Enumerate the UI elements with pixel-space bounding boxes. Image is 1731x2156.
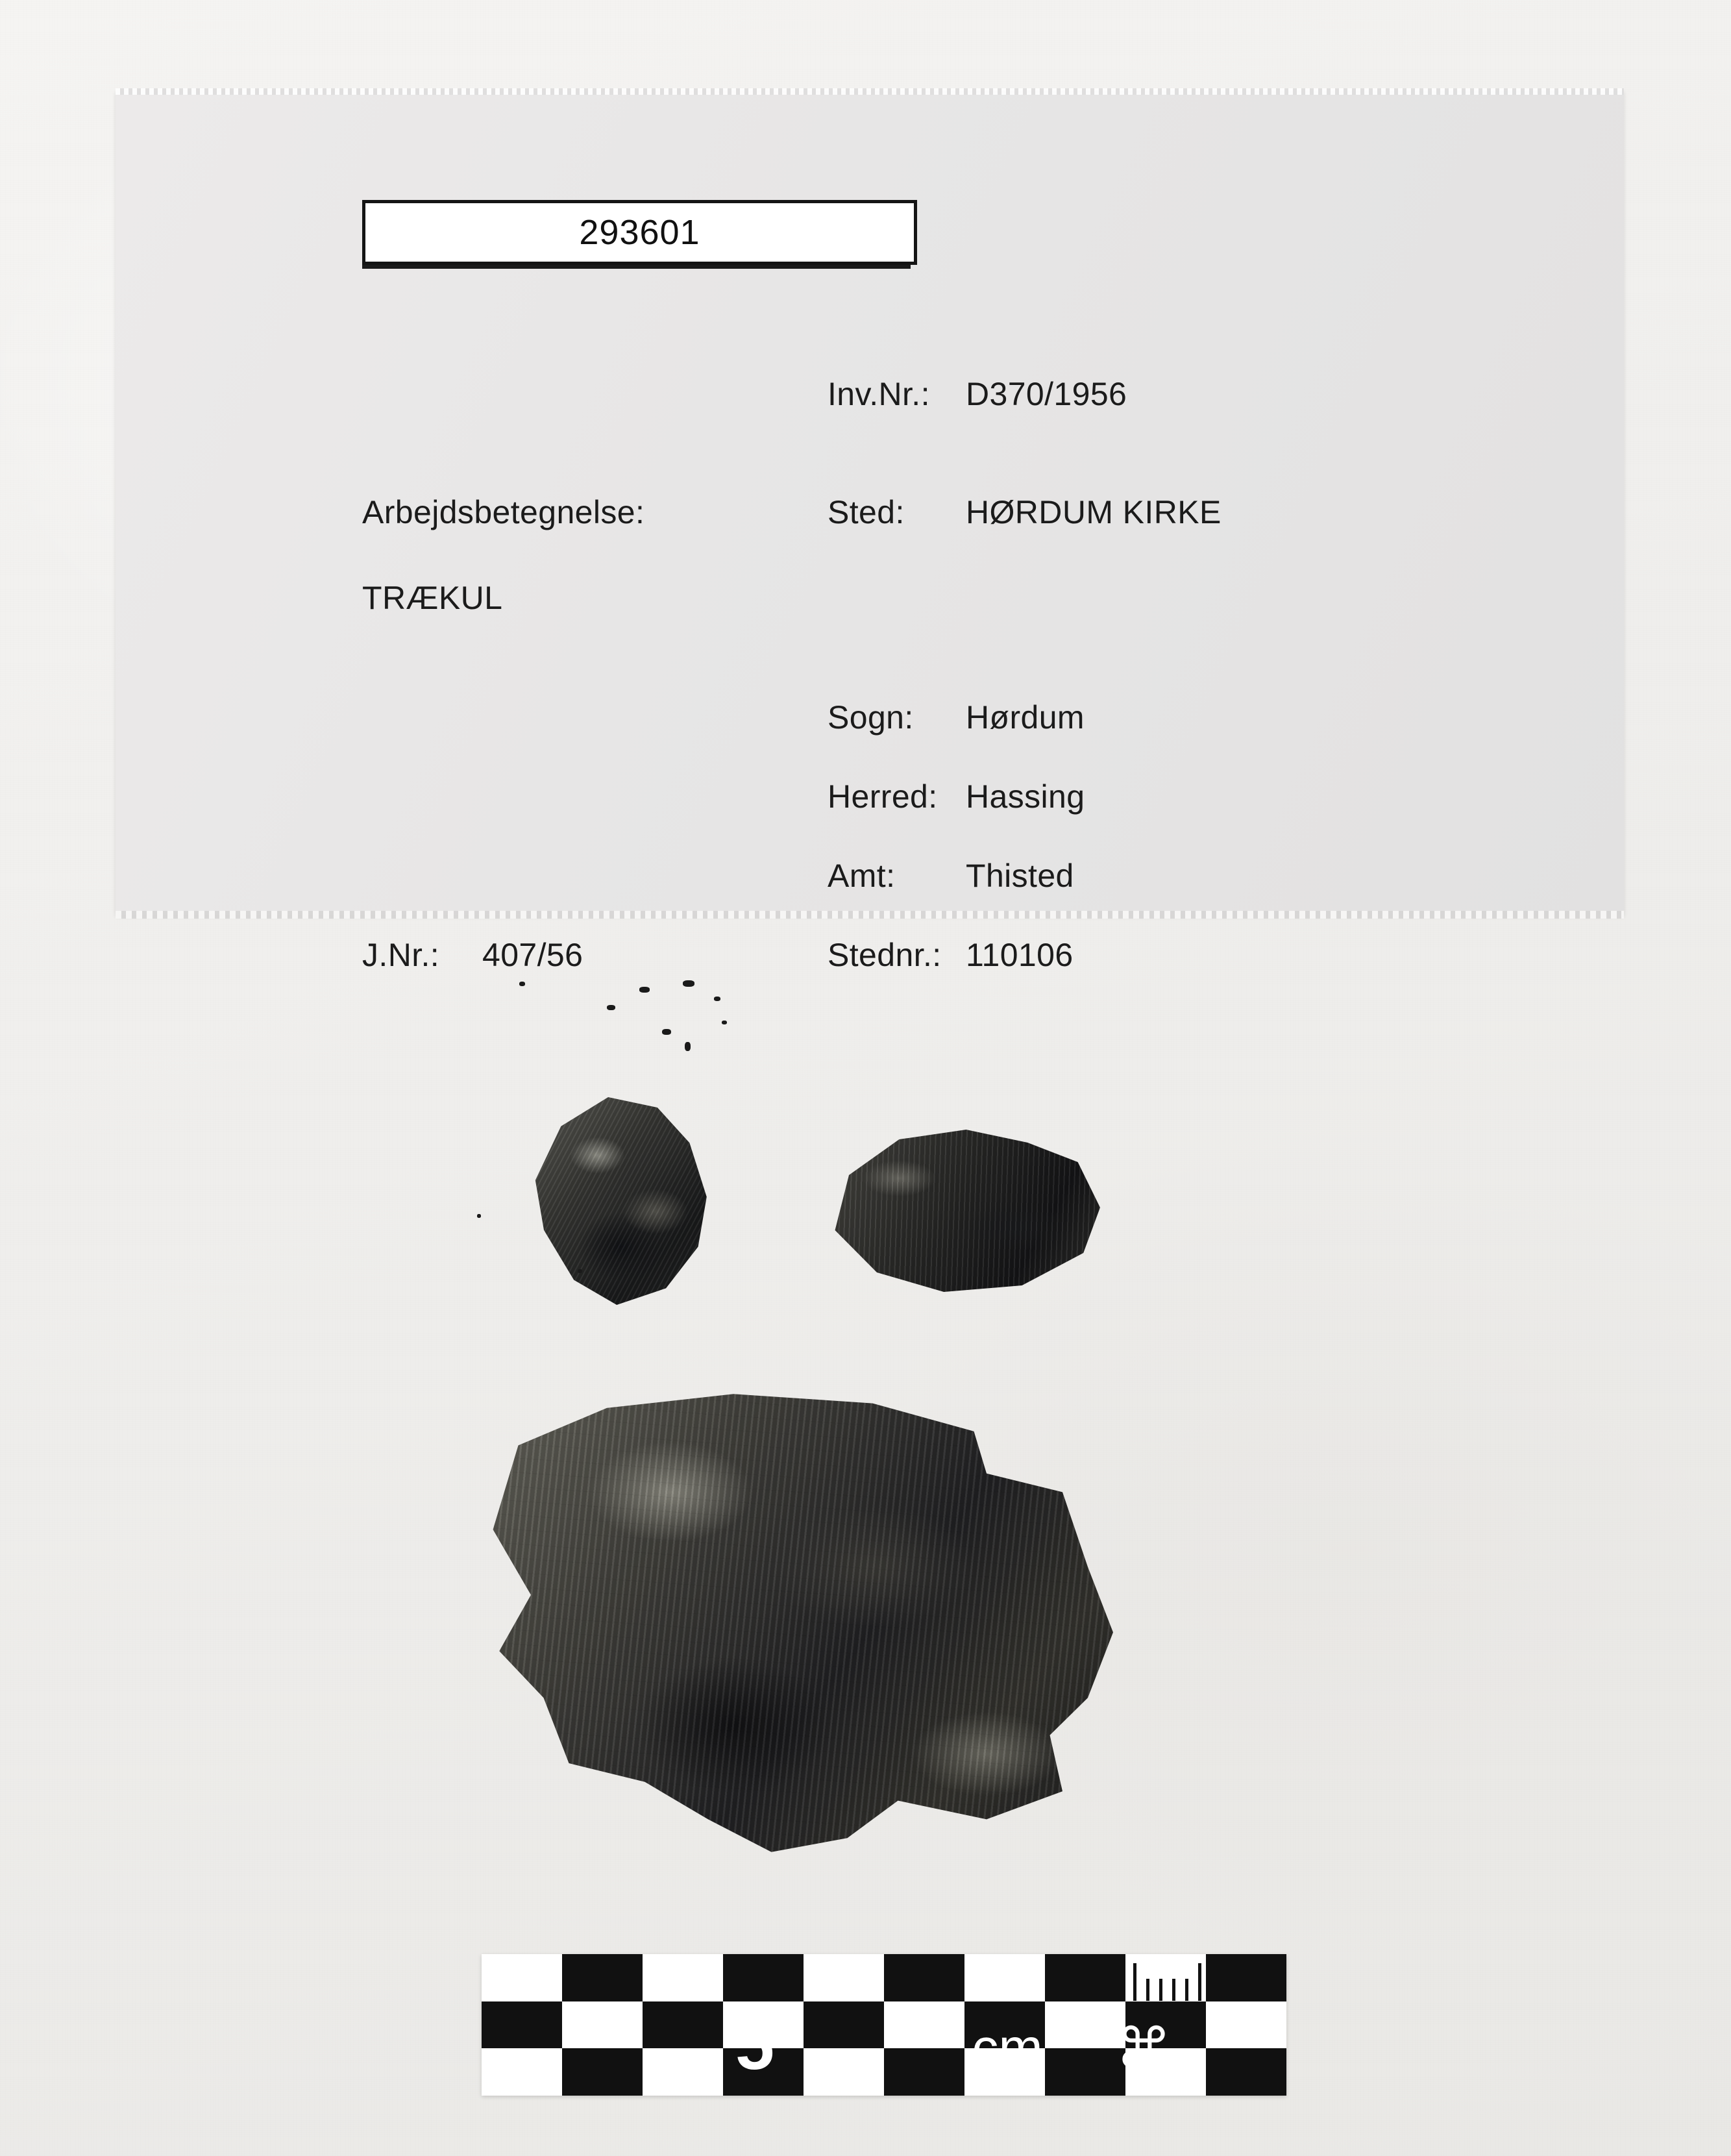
- accession-number-box: [362, 200, 917, 265]
- scale-bar-cell: [643, 2048, 723, 2096]
- scale-bar-cell: [643, 1954, 723, 2001]
- accession-underline: [362, 265, 911, 269]
- debris-speck: [662, 1029, 671, 1035]
- scale-bar-cell: [1206, 2048, 1286, 2096]
- debris-speck: [639, 987, 650, 993]
- work-designation-value: TRÆKUL: [362, 580, 503, 616]
- ruler-tick: [1172, 1979, 1175, 2001]
- work-designation-label: Arbejdsbetegnelse:: [362, 494, 645, 530]
- scale-bar-cell: [804, 2048, 884, 2096]
- scale-bar-cell: [804, 2001, 884, 2048]
- district-label: Herred:: [828, 778, 938, 815]
- scale-bar-cell: [562, 2048, 643, 2096]
- debris-speck: [477, 1214, 481, 1218]
- scale-bar-cell: [482, 1954, 562, 2001]
- scale-bar-number: 5: [735, 2005, 775, 2084]
- charcoal-texture: [522, 1097, 737, 1305]
- scale-bar: [482, 1954, 1286, 2096]
- debris-speck: [714, 997, 720, 1001]
- debris-speck: [685, 1042, 691, 1051]
- county-label: Amt:: [828, 858, 896, 894]
- scale-bar-cell: [804, 1954, 884, 2001]
- inventory-number-value: D370/1956: [966, 376, 1127, 412]
- debris-speck: [607, 1005, 615, 1010]
- ruler-tick: [1211, 1979, 1214, 2001]
- site-number-label: Stednr.:: [828, 937, 942, 973]
- ruler-tick: [1237, 1979, 1240, 2001]
- ruler-tick: [1133, 1963, 1136, 2001]
- journal-number-value: 407/56: [482, 937, 583, 973]
- charcoal-fragment-large: [480, 1389, 1113, 1857]
- charcoal-texture: [821, 1130, 1100, 1292]
- journal-number-label: J.Nr.:: [362, 937, 440, 973]
- site-value: HØRDUM KIRKE: [966, 494, 1222, 530]
- scale-bar-cell: [723, 1954, 804, 2001]
- parish-value: Hørdum: [966, 699, 1085, 736]
- district-value: Hassing: [966, 778, 1085, 815]
- inventory-number-label: Inv.Nr.:: [828, 376, 930, 412]
- parish-label: Sogn:: [828, 699, 914, 736]
- scale-bar-cell: [884, 1954, 964, 2001]
- accession-number: 293601: [579, 213, 700, 252]
- ruler-tick: [1263, 1963, 1266, 2001]
- ruler-tick: [1185, 1979, 1188, 2001]
- site-label: Sted:: [828, 494, 905, 530]
- scale-bar-cell: [1206, 2001, 1286, 2048]
- ruler-tick: [1146, 1979, 1149, 2001]
- scale-bar-cell: [562, 1954, 643, 2001]
- debris-speck: [683, 980, 694, 987]
- county-value: Thisted: [966, 858, 1074, 894]
- scale-bar-logo-icon: ⌘: [1116, 2018, 1172, 2080]
- site-number-value: 110106: [966, 937, 1074, 973]
- scale-bar-unit: cm: [972, 2018, 1043, 2077]
- scale-bar-cell: [964, 1954, 1045, 2001]
- scale-bar-cell: [482, 2001, 562, 2048]
- charcoal-texture: [480, 1389, 1113, 1857]
- museum-label-card: [116, 91, 1624, 973]
- debris-speck: [519, 982, 525, 986]
- scale-bar-cell: [562, 2001, 643, 2048]
- debris-speck: [578, 1269, 582, 1273]
- debris-speck: [722, 1021, 727, 1024]
- scale-bar-cell: [1045, 1954, 1125, 2001]
- charcoal-fragment-small-left: [522, 1097, 737, 1305]
- ruler-tick: [1224, 1979, 1227, 2001]
- scale-bar-cell: [643, 2001, 723, 2048]
- charcoal-fragment-small-right: [821, 1130, 1100, 1292]
- scale-bar-cell: [482, 2048, 562, 2096]
- ruler-tick: [1159, 1979, 1162, 2001]
- scale-ruler-ticks: [1133, 1958, 1276, 2001]
- ruler-tick: [1198, 1963, 1201, 2001]
- ruler-tick: [1250, 1979, 1253, 2001]
